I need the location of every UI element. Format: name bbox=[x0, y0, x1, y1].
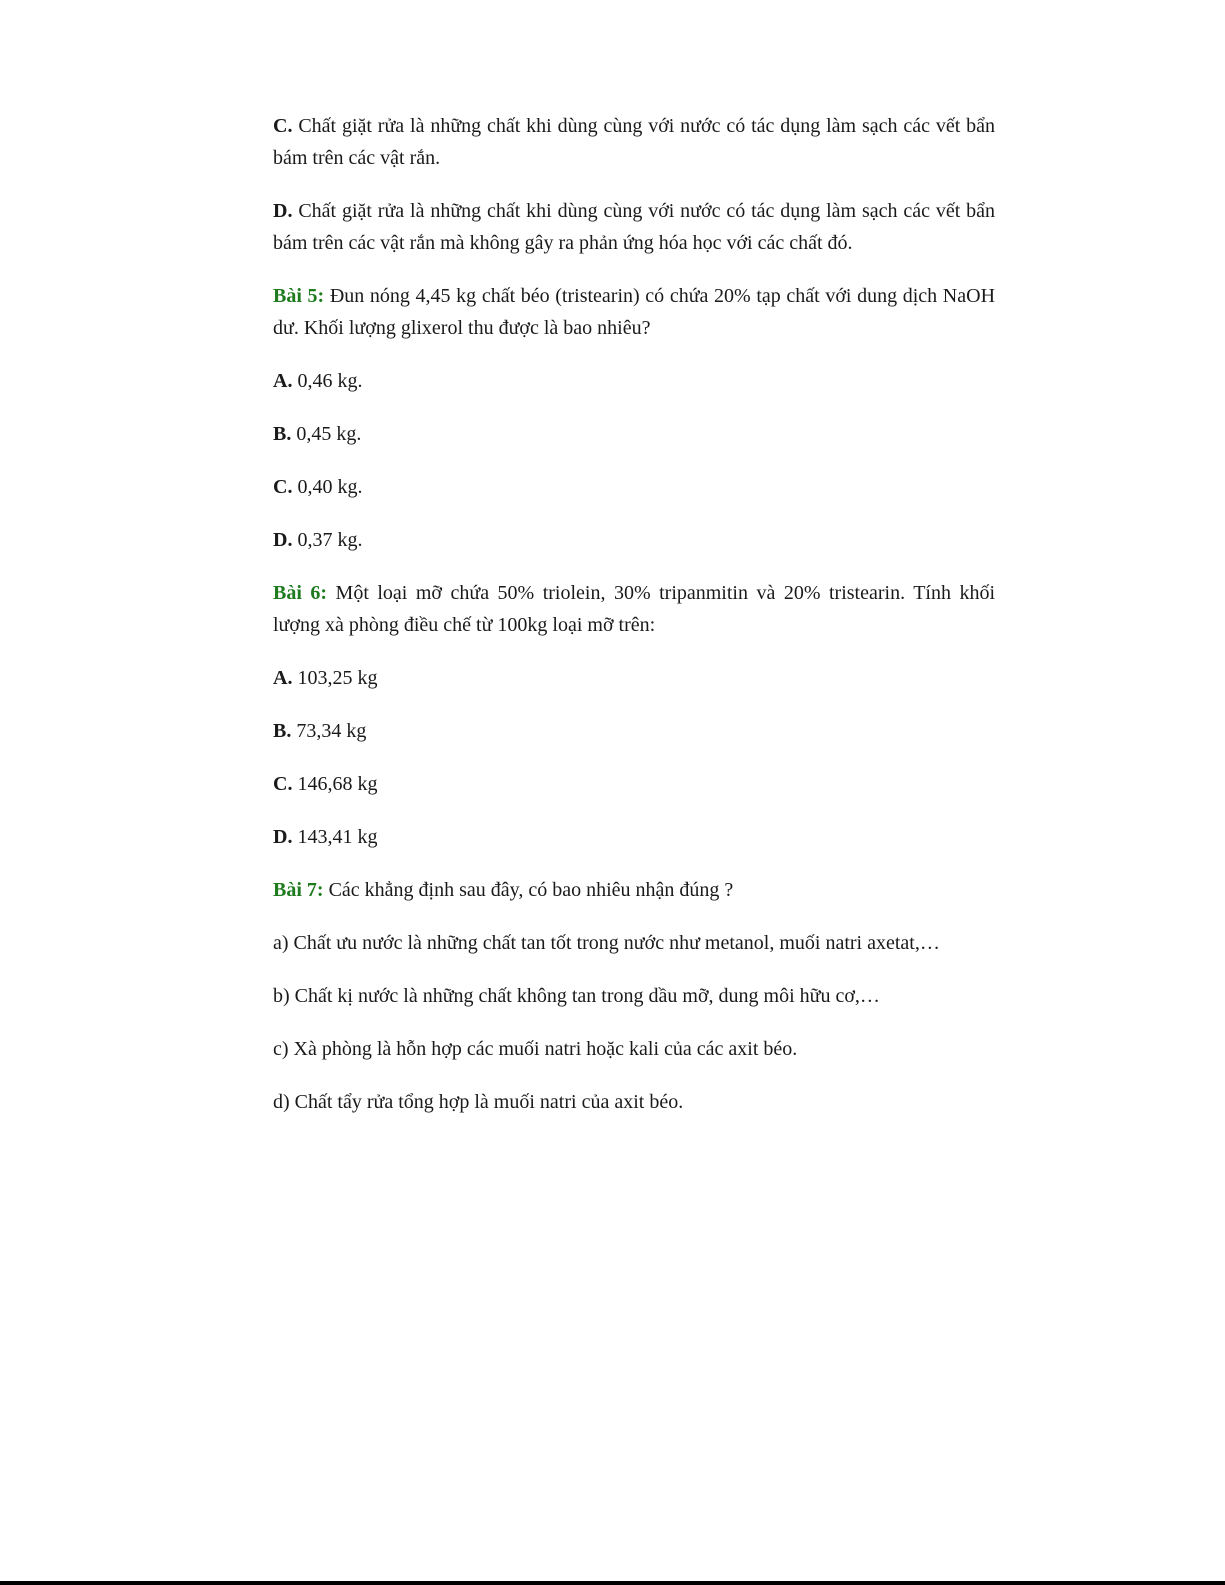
option-label: C. bbox=[273, 773, 293, 795]
option-text: 146,68 kg bbox=[297, 773, 378, 795]
option-label: D. bbox=[273, 529, 293, 551]
option-text: 73,34 kg bbox=[296, 720, 367, 742]
option-label: B. bbox=[273, 720, 292, 742]
question-text: Đun nóng 4,45 kg chất béo (tristearin) có chứa 20% tạp chất với dung dịch NaOH dư. Khối lượng glixerol thu được là bao nhiêu? bbox=[273, 285, 996, 339]
page-bottom-border bbox=[0, 1581, 1225, 1585]
option-label: A. bbox=[273, 667, 293, 689]
question-5 bbox=[273, 280, 995, 344]
option-label: A. bbox=[273, 370, 293, 392]
q7-statement-b: b) Chất kị nước là những chất không tan trong dầu mỡ, dung môi hữu cơ,… bbox=[273, 985, 880, 1007]
question-6 bbox=[273, 577, 995, 641]
option-text: Chất giặt rửa là những chất khi dùng cùng với nước có tác dụng làm sạch các vết bẩn bám trên các vật rắn mà không gây ra phản ứng hóa học với các chất đó. bbox=[273, 200, 995, 254]
option-label: D. bbox=[273, 826, 293, 848]
q7-statement-a: a) Chất ưu nước là những chất tan tốt trong nước như metanol, muối natri axetat,… bbox=[273, 932, 940, 954]
question-label: Bài 6: bbox=[273, 582, 328, 604]
option-text: 0,46 kg. bbox=[297, 370, 363, 392]
option-text: 103,25 kg bbox=[297, 667, 378, 689]
question-text: Một loại mỡ chứa 50% triolein, 30% tripanmitin và 20% tristearin. Tính khối lượng xà phòng điều chế từ 100kg loại mỡ trên: bbox=[273, 582, 996, 636]
question-7 bbox=[273, 874, 995, 906]
option-text: 0,37 kg. bbox=[297, 529, 363, 551]
q5-option-b bbox=[273, 418, 995, 450]
q6-option-c bbox=[273, 768, 995, 800]
question-text: Các khẳng định sau đây, có bao nhiêu nhận đúng ? bbox=[328, 879, 734, 901]
option-text: Chất giặt rửa là những chất khi dùng cùng với nước có tác dụng làm sạch các vết bẩn bám trên các vật rắn. bbox=[273, 115, 995, 169]
option-label: C. bbox=[273, 476, 293, 498]
q5-option-a bbox=[273, 365, 995, 397]
q7-statement-d: d) Chất tẩy rửa tổng hợp là muối natri của axit béo. bbox=[273, 1091, 684, 1113]
q7-statement-c: c) Xà phòng là hỗn hợp các muối natri hoặc kali của các axit béo. bbox=[273, 1038, 798, 1060]
q6-option-a bbox=[273, 662, 995, 694]
option-c-prev bbox=[273, 110, 995, 174]
option-label: C. bbox=[273, 115, 293, 137]
document-page bbox=[273, 110, 995, 1139]
question-label: Bài 5: bbox=[273, 285, 325, 307]
question-label: Bài 7: bbox=[273, 879, 324, 901]
q5-option-c bbox=[273, 471, 995, 503]
option-label: B. bbox=[273, 423, 292, 445]
q5-option-d bbox=[273, 524, 995, 556]
option-text: 0,45 kg. bbox=[296, 423, 362, 445]
q6-option-b bbox=[273, 715, 995, 747]
option-label: D. bbox=[273, 200, 293, 222]
option-text: 0,40 kg. bbox=[297, 476, 363, 498]
option-d-prev bbox=[273, 195, 995, 259]
q6-option-d bbox=[273, 821, 995, 853]
option-text: 143,41 kg bbox=[297, 826, 378, 848]
